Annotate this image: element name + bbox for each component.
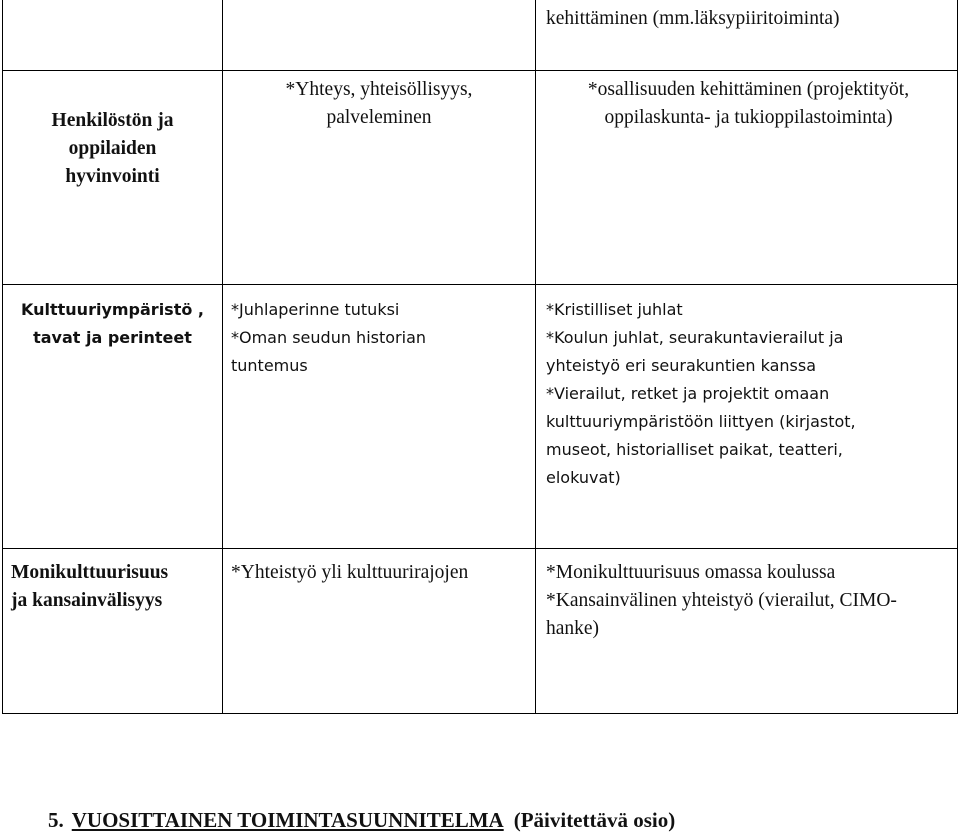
plan-table xyxy=(2,0,958,714)
goal-line: *Yhteistyö yli kulttuurirajojen xyxy=(231,562,469,583)
area-line: ja kansainvälisyys xyxy=(11,590,163,611)
actions-line: *Koulun juhlat, seurakuntavierailut ja xyxy=(546,328,844,347)
section-subtitle: (Päivitettävä osio) xyxy=(513,808,676,832)
actions-line: elokuvat) xyxy=(546,468,621,487)
actions-cell xyxy=(536,0,958,71)
goal-line: tuntemus xyxy=(231,356,308,375)
area-line: Monikulttuurisuus xyxy=(11,562,169,583)
goal-cell xyxy=(223,0,536,71)
area-line: hyvinvointi xyxy=(65,166,160,187)
area-cell xyxy=(3,285,223,549)
actions-line: kulttuuriympäristöön liittyen (kirjastot, xyxy=(546,412,856,431)
actions-line: *osallisuuden kehittäminen (projektityöt, xyxy=(587,79,910,100)
area-line: oppilaiden xyxy=(68,138,157,159)
actions-line: kehittäminen (mm.läksypiiritoiminta) xyxy=(546,8,840,29)
goal-cell xyxy=(223,71,536,285)
area-cell xyxy=(3,549,223,714)
table-row xyxy=(3,0,958,71)
section-number: 5. xyxy=(48,808,64,832)
section-heading xyxy=(48,806,675,834)
goal-line: *Oman seudun historian xyxy=(231,328,427,347)
actions-cell xyxy=(536,71,958,285)
actions-line: yhteistyö eri seurakuntien kanssa xyxy=(546,356,817,375)
section-title: VUOSITTAINEN TOIMINTASUUNNITELMA xyxy=(71,808,504,832)
area-cell xyxy=(3,0,223,71)
table-row xyxy=(3,71,958,285)
table-row xyxy=(3,549,958,714)
actions-line: *Kristilliset juhlat xyxy=(546,300,683,319)
goal-line: *Yhteys, yhteisöllisyys, xyxy=(285,79,473,100)
actions-cell xyxy=(536,549,958,714)
goal-line: *Juhlaperinne tutuksi xyxy=(231,300,400,319)
actions-line: *Vierailut, retket ja projektit omaan xyxy=(546,384,830,403)
goal-cell xyxy=(223,285,536,549)
area-cell xyxy=(3,71,223,285)
goal-cell xyxy=(223,549,536,714)
actions-line: hanke) xyxy=(546,618,600,639)
area-line: tavat ja perinteet xyxy=(33,328,192,347)
actions-cell xyxy=(536,285,958,549)
actions-line: *Kansainvälinen yhteistyö (vierailut, CIMO- xyxy=(546,590,897,611)
actions-line: *Monikulttuurisuus omassa koulussa xyxy=(546,562,836,583)
actions-line: museot, historialliset paikat, teatteri, xyxy=(546,440,843,459)
area-line: Kulttuuriympäristö , xyxy=(21,300,204,319)
actions-line: oppilaskunta- ja tukioppilastoiminta) xyxy=(604,107,893,128)
area-line: Henkilöstön ja xyxy=(51,110,174,131)
table-row xyxy=(3,285,958,549)
goal-line: palveleminen xyxy=(326,107,432,128)
